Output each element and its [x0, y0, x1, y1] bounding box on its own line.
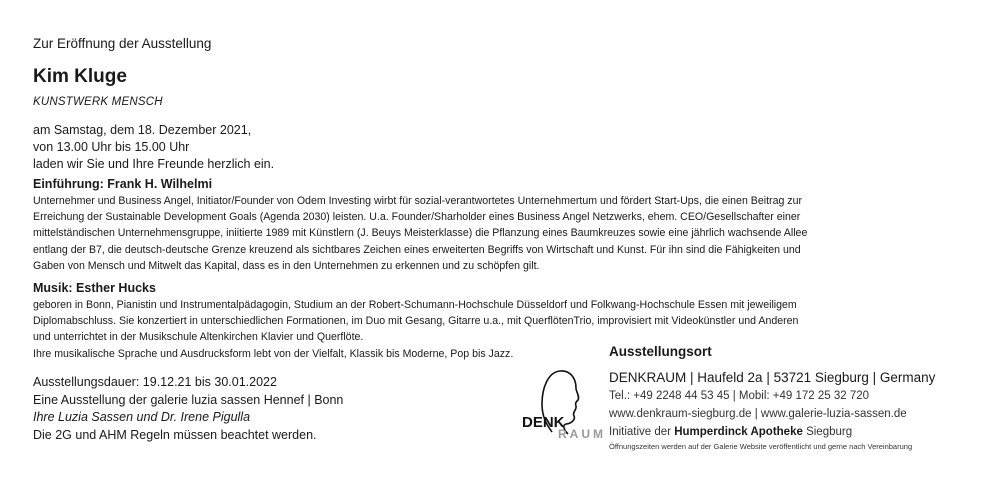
invitation-line: laden wir Sie und Ihre Freunde herzlich ein.	[33, 157, 275, 171]
venue-info	[609, 368, 935, 453]
introduction-text: Unternehmer und Business Angel, Initiator/Founder von Odem Investing wirbt für sozial-verantwortetes Unternehmertum und fördert Start-Ups, die einen Beitrag zur Erreichung der Sustainable Development Goals (Agenda 2030) leisten. U.a. Founder/Sharholder eines Business Angel Netzwerks, ehem. CEO/Gesellschafter einer mittelständischen Unternehmensgruppe, iniitierte 1989 mit Künstlern (J. Beuys Meisterklasse) die Pflanzung eines Baumkreuzes sowie eine jährlich wachsende Allee entlang der B7, die deutsch-deutsche Grenze kreuzend als sichtbares Zeichen eines erweiterten Begriffs von Wirtschaft und Kunst. Für ihn sind die Fähigkeiten und Gaben von Mensch und Mitwelt das Kapital, dass es in den Unternehmen zu erkennen und zu schöpfen gilt.	[33, 195, 808, 272]
artist-name: Kim Kluge	[33, 66, 127, 87]
venue-phone: Tel.: +49 2248 44 53 45 | Mobil: +49 172 25 32 720	[609, 390, 870, 402]
initiative-prefix: Initiative der	[609, 426, 672, 438]
venue-websites: www.denkraum-siegburg.de | www.galerie-luzia-sassen.de	[609, 408, 907, 420]
music-line: Diplomabschluss. Sie konzertiert in unterschiedlichen Formationen, im Duo mit Gesang, Gitarre u.a., mit QuerflötenTrio, improvisiert mit Videokünstler und Anderen	[33, 315, 799, 328]
denkraum-logo-graphic	[520, 364, 606, 440]
venue-heading: Ausstellungsort	[609, 344, 712, 359]
invitation-line: von 13.00 Uhr bis 15.00 Uhr	[33, 140, 190, 154]
initiative-city: Siegburg	[806, 426, 853, 438]
initiative-name: Humperdinck Apotheke	[674, 426, 803, 438]
music-heading: Musik: Esther Hucks	[33, 281, 156, 295]
venue-address: DENKRAUM | Haufeld 2a | 53721 Siegburg | Germany	[609, 370, 936, 385]
exhibition-info	[33, 374, 343, 444]
venue-initiative	[609, 423, 935, 441]
exhibition-duration: Ausstellungsdauer: 19.12.21 bis 30.01.2022	[33, 375, 277, 389]
invitation-line: am Samstag, dem 18. Dezember 2021,	[33, 123, 252, 137]
logo-word-raum: RAUM	[558, 427, 606, 440]
exhibition-rules: Die 2G und AHM Regeln müssen beachtet werden.	[33, 427, 317, 442]
introduction-heading: Einführung: Frank H. Wilhelmi	[33, 177, 213, 191]
exhibition-hosts: Ihre Luzia Sassen und Dr. Irene Pigulla	[33, 410, 251, 424]
invitation-text	[33, 122, 274, 173]
intro-line: Zur Eröffnung der Ausstellung	[33, 36, 212, 51]
denkraum-logo	[520, 364, 606, 440]
logo-word-denk: DENK	[522, 414, 565, 431]
music-line: geboren in Bonn, Pianistin und Instrumentalpädagogin, Studium an der Robert-Schumann-Hochschule Düsseldorf und Folkwang-Hochschule Essen mit jeweiligem	[33, 299, 797, 311]
music-line: und unterrichtet in der Musikschule Altenkirchen Klavier und Querflöte.	[33, 331, 364, 344]
music-line: Ihre musikalische Sprache und Ausdrucksform lebt von der Vielfalt, Klassik bis Moderne, Pop bis Jazz.	[33, 347, 514, 360]
exhibition-organizer: Eine Ausstellung der galerie luzia sassen Hennef | Bonn	[33, 392, 344, 407]
opening-hours-note: Öffnungszeiten werden auf der Galerie Website veröffentlicht und gerne nach Vereinbarung	[609, 442, 913, 451]
exhibition-title: KUNSTWERK MENSCH	[33, 96, 163, 108]
